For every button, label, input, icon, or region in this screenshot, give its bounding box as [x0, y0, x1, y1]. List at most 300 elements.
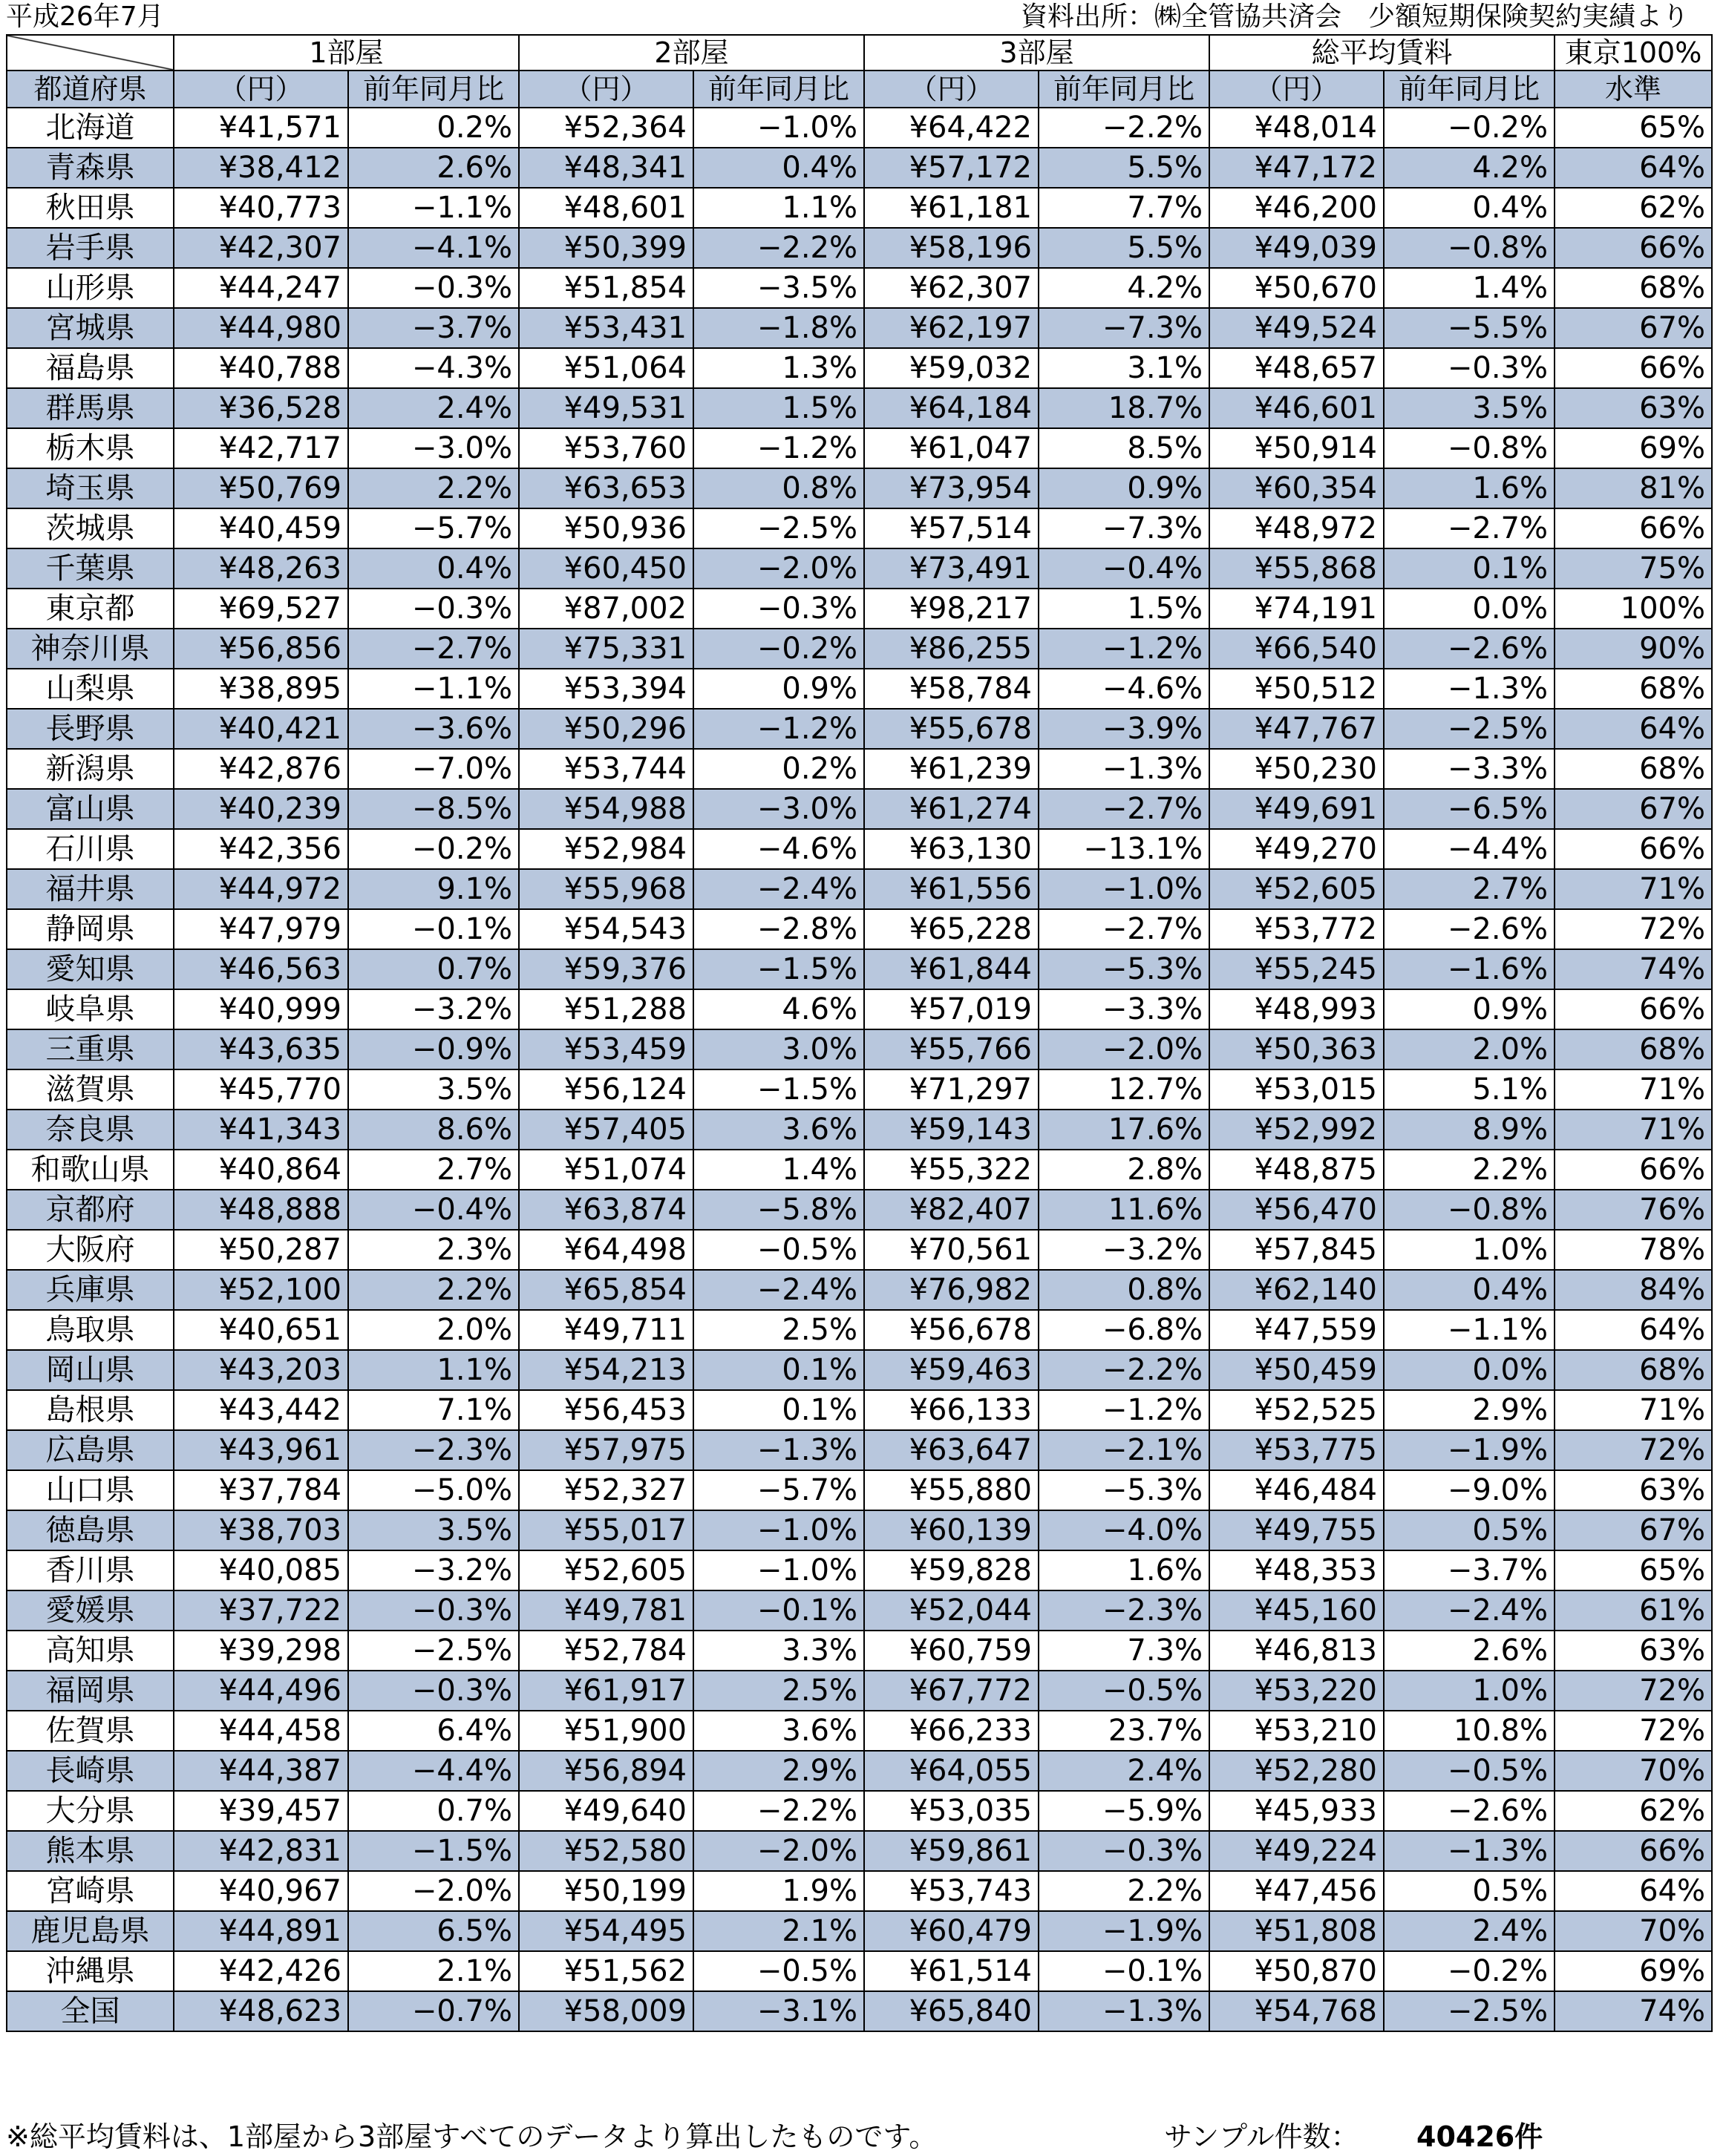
prefecture-cell: 東京都: [7, 589, 174, 629]
yoy-3room-cell: 11.6%: [1039, 1190, 1209, 1230]
yoy-2room-cell: −0.3%: [693, 589, 864, 629]
rent-3room-cell: ¥57,514: [864, 508, 1039, 548]
rent-2room-cell: ¥60,450: [519, 548, 693, 589]
header-yen-1: （円）: [174, 71, 348, 108]
rent-2room-cell: ¥54,543: [519, 909, 693, 949]
prefecture-cell: 神奈川県: [7, 629, 174, 669]
yoy-average-cell: 3.5%: [1384, 388, 1555, 428]
rent-2room-cell: ¥52,784: [519, 1631, 693, 1671]
yoy-1room-cell: 2.2%: [348, 1270, 519, 1310]
table-row: [7, 789, 1712, 829]
rent-1room-cell: ¥39,457: [174, 1791, 348, 1831]
rent-1room-cell: ¥37,784: [174, 1470, 348, 1510]
tokyo-level-cell: 74%: [1555, 949, 1712, 989]
rent-2room-cell: ¥56,453: [519, 1390, 693, 1430]
rent-average-cell: ¥53,220: [1209, 1671, 1384, 1711]
yoy-average-cell: −2.5%: [1384, 1991, 1555, 2031]
group-header-average: 総平均賃料: [1209, 35, 1555, 71]
rent-2room-cell: ¥53,760: [519, 428, 693, 468]
yoy-average-cell: −6.5%: [1384, 789, 1555, 829]
prefecture-cell: 香川県: [7, 1550, 174, 1590]
rent-average-cell: ¥47,767: [1209, 709, 1384, 749]
rent-1room-cell: ¥52,100: [174, 1270, 348, 1310]
header-yoy-avg: 前年同月比: [1384, 71, 1555, 108]
rent-average-cell: ¥52,525: [1209, 1390, 1384, 1430]
rent-1room-cell: ¥42,717: [174, 428, 348, 468]
yoy-3room-cell: −0.3%: [1039, 1831, 1209, 1871]
yoy-2room-cell: −0.5%: [693, 1230, 864, 1270]
yoy-1room-cell: −0.2%: [348, 829, 519, 869]
rent-2room-cell: ¥48,601: [519, 188, 693, 228]
tokyo-level-cell: 90%: [1555, 629, 1712, 669]
prefecture-cell: 鹿児島県: [7, 1911, 174, 1951]
yoy-2room-cell: 0.2%: [693, 749, 864, 789]
rent-average-cell: ¥53,015: [1209, 1069, 1384, 1110]
yoy-average-cell: −2.5%: [1384, 709, 1555, 749]
rent-1room-cell: ¥42,831: [174, 1831, 348, 1871]
rent-average-cell: ¥50,459: [1209, 1350, 1384, 1390]
yoy-average-cell: −0.2%: [1384, 108, 1555, 148]
rent-average-cell: ¥55,245: [1209, 949, 1384, 989]
rent-average-cell: ¥47,456: [1209, 1871, 1384, 1911]
yoy-1room-cell: −4.4%: [348, 1751, 519, 1791]
yoy-3room-cell: −2.7%: [1039, 789, 1209, 829]
table-row: [7, 1190, 1712, 1230]
rent-average-cell: ¥45,160: [1209, 1590, 1384, 1631]
yoy-3room-cell: −1.0%: [1039, 869, 1209, 909]
yoy-2room-cell: −1.3%: [693, 1430, 864, 1470]
header-yen-3: （円）: [864, 71, 1039, 108]
rent-1room-cell: ¥48,263: [174, 548, 348, 589]
yoy-1room-cell: −2.7%: [348, 629, 519, 669]
yoy-average-cell: −1.3%: [1384, 669, 1555, 709]
rent-3room-cell: ¥62,307: [864, 268, 1039, 308]
table-row: [7, 1550, 1712, 1590]
yoy-1room-cell: 3.5%: [348, 1510, 519, 1550]
yoy-1room-cell: −1.1%: [348, 188, 519, 228]
prefecture-cell: 岡山県: [7, 1350, 174, 1390]
tokyo-level-cell: 66%: [1555, 1150, 1712, 1190]
yoy-average-cell: 2.9%: [1384, 1390, 1555, 1430]
yoy-1room-cell: −0.7%: [348, 1991, 519, 2031]
rent-average-cell: ¥46,484: [1209, 1470, 1384, 1510]
rent-average-cell: ¥66,540: [1209, 629, 1384, 669]
prefecture-cell: 鳥取県: [7, 1310, 174, 1350]
yoy-3room-cell: −1.2%: [1039, 629, 1209, 669]
rent-average-cell: ¥47,559: [1209, 1310, 1384, 1350]
prefecture-cell: 埼玉県: [7, 468, 174, 508]
rent-2room-cell: ¥51,854: [519, 268, 693, 308]
rent-1room-cell: ¥46,563: [174, 949, 348, 989]
yoy-2room-cell: 2.9%: [693, 1751, 864, 1791]
rent-1room-cell: ¥50,287: [174, 1230, 348, 1270]
prefecture-cell: 佐賀県: [7, 1711, 174, 1751]
table-row: [7, 1711, 1712, 1751]
rent-2room-cell: ¥63,874: [519, 1190, 693, 1230]
prefecture-cell: 愛媛県: [7, 1590, 174, 1631]
rent-1room-cell: ¥40,999: [174, 989, 348, 1029]
yoy-3room-cell: −0.1%: [1039, 1951, 1209, 1991]
rent-2room-cell: ¥65,854: [519, 1270, 693, 1310]
rent-2room-cell: ¥63,653: [519, 468, 693, 508]
corner-cell: [7, 35, 174, 71]
table-row: [7, 1350, 1712, 1390]
prefecture-cell: 沖縄県: [7, 1951, 174, 1991]
yoy-2room-cell: 3.6%: [693, 1711, 864, 1751]
yoy-1room-cell: −0.3%: [348, 1590, 519, 1631]
rent-3room-cell: ¥53,743: [864, 1871, 1039, 1911]
tokyo-level-cell: 68%: [1555, 268, 1712, 308]
rent-3room-cell: ¥70,561: [864, 1230, 1039, 1270]
rent-1room-cell: ¥41,343: [174, 1110, 348, 1150]
tokyo-level-cell: 66%: [1555, 348, 1712, 388]
header-row-units: [7, 71, 1712, 108]
tokyo-level-cell: 68%: [1555, 749, 1712, 789]
rent-3room-cell: ¥76,982: [864, 1270, 1039, 1310]
table-row: [7, 1671, 1712, 1711]
rent-3room-cell: ¥52,044: [864, 1590, 1039, 1631]
rent-2room-cell: ¥57,405: [519, 1110, 693, 1150]
table-row: [7, 1390, 1712, 1430]
group-header-tokyo: 東京100%: [1555, 35, 1712, 71]
rent-3room-cell: ¥58,196: [864, 228, 1039, 268]
yoy-3room-cell: −2.1%: [1039, 1430, 1209, 1470]
yoy-average-cell: −0.3%: [1384, 348, 1555, 388]
tokyo-level-cell: 78%: [1555, 1230, 1712, 1270]
table-row: [7, 1951, 1712, 1991]
rent-average-cell: ¥50,670: [1209, 268, 1384, 308]
rent-3room-cell: ¥61,181: [864, 188, 1039, 228]
table-row: [7, 268, 1712, 308]
prefecture-cell: 徳島県: [7, 1510, 174, 1550]
rent-1room-cell: ¥39,298: [174, 1631, 348, 1671]
rent-average-cell: ¥56,470: [1209, 1190, 1384, 1230]
yoy-2room-cell: 0.4%: [693, 148, 864, 188]
yoy-1room-cell: −4.3%: [348, 348, 519, 388]
yoy-3room-cell: −3.9%: [1039, 709, 1209, 749]
rent-3room-cell: ¥63,130: [864, 829, 1039, 869]
tokyo-level-cell: 63%: [1555, 1631, 1712, 1671]
rent-1room-cell: ¥36,528: [174, 388, 348, 428]
rent-2room-cell: ¥50,199: [519, 1871, 693, 1911]
prefecture-cell: 青森県: [7, 148, 174, 188]
table-row: [7, 468, 1712, 508]
table-row: [7, 1791, 1712, 1831]
rent-3room-cell: ¥60,139: [864, 1510, 1039, 1550]
rent-average-cell: ¥52,992: [1209, 1110, 1384, 1150]
table-row: [7, 1029, 1712, 1069]
rent-1room-cell: ¥40,085: [174, 1550, 348, 1590]
prefecture-cell: 千葉県: [7, 548, 174, 589]
rent-2room-cell: ¥54,495: [519, 1911, 693, 1951]
rent-average-cell: ¥50,870: [1209, 1951, 1384, 1991]
tokyo-level-cell: 65%: [1555, 1550, 1712, 1590]
yoy-2room-cell: −0.1%: [693, 1590, 864, 1631]
prefecture-cell: 栃木県: [7, 428, 174, 468]
rent-1room-cell: ¥48,623: [174, 1991, 348, 2031]
rent-average-cell: ¥49,224: [1209, 1831, 1384, 1871]
prefecture-cell: 山梨県: [7, 669, 174, 709]
table-row: [7, 108, 1712, 148]
prefecture-cell: 三重県: [7, 1029, 174, 1069]
rent-average-cell: ¥53,772: [1209, 909, 1384, 949]
tokyo-level-cell: 69%: [1555, 428, 1712, 468]
table-row: [7, 869, 1712, 909]
yoy-3room-cell: 2.4%: [1039, 1751, 1209, 1791]
rent-2room-cell: ¥52,580: [519, 1831, 693, 1871]
rent-3room-cell: ¥66,233: [864, 1711, 1039, 1751]
rent-average-cell: ¥48,972: [1209, 508, 1384, 548]
rent-1room-cell: ¥42,356: [174, 829, 348, 869]
yoy-3room-cell: 17.6%: [1039, 1110, 1209, 1150]
yoy-1room-cell: 0.2%: [348, 108, 519, 148]
table-row: [7, 1510, 1712, 1550]
yoy-2room-cell: −1.5%: [693, 1069, 864, 1110]
prefecture-cell: 群馬県: [7, 388, 174, 428]
rent-average-cell: ¥57,845: [1209, 1230, 1384, 1270]
rent-3room-cell: ¥64,055: [864, 1751, 1039, 1791]
yoy-average-cell: −1.6%: [1384, 949, 1555, 989]
prefecture-cell: 愛知県: [7, 949, 174, 989]
yoy-1room-cell: −3.6%: [348, 709, 519, 749]
prefecture-cell: 島根県: [7, 1390, 174, 1430]
rent-1room-cell: ¥43,635: [174, 1029, 348, 1069]
rent-1room-cell: ¥38,412: [174, 148, 348, 188]
rent-average-cell: ¥52,605: [1209, 869, 1384, 909]
rent-1room-cell: ¥42,307: [174, 228, 348, 268]
prefecture-cell: 福島県: [7, 348, 174, 388]
rent-3room-cell: ¥61,274: [864, 789, 1039, 829]
yoy-2room-cell: 2.5%: [693, 1310, 864, 1350]
rent-3room-cell: ¥64,184: [864, 388, 1039, 428]
rent-3room-cell: ¥55,678: [864, 709, 1039, 749]
rent-2room-cell: ¥50,399: [519, 228, 693, 268]
rent-1room-cell: ¥44,891: [174, 1911, 348, 1951]
table-row: [7, 1871, 1712, 1911]
rent-3room-cell: ¥53,035: [864, 1791, 1039, 1831]
rent-1room-cell: ¥40,864: [174, 1150, 348, 1190]
yoy-1room-cell: 0.7%: [348, 1791, 519, 1831]
rent-3room-cell: ¥59,828: [864, 1550, 1039, 1590]
rent-1room-cell: ¥40,421: [174, 709, 348, 749]
rent-2room-cell: ¥57,975: [519, 1430, 693, 1470]
table-row: [7, 1751, 1712, 1791]
rent-3room-cell: ¥65,228: [864, 909, 1039, 949]
tokyo-level-cell: 76%: [1555, 1190, 1712, 1230]
yoy-2room-cell: −2.5%: [693, 508, 864, 548]
yoy-average-cell: 0.4%: [1384, 1270, 1555, 1310]
yoy-1room-cell: −4.1%: [348, 228, 519, 268]
prefecture-cell: 大阪府: [7, 1230, 174, 1270]
prefecture-cell: 山口県: [7, 1470, 174, 1510]
rent-1room-cell: ¥44,247: [174, 268, 348, 308]
rent-1room-cell: ¥44,458: [174, 1711, 348, 1751]
rent-3room-cell: ¥58,784: [864, 669, 1039, 709]
rent-3room-cell: ¥56,678: [864, 1310, 1039, 1350]
rent-2room-cell: ¥49,640: [519, 1791, 693, 1831]
table-row: [7, 989, 1712, 1029]
sample-label: サンプル件数：: [1164, 2120, 1359, 2153]
rent-1room-cell: ¥42,876: [174, 749, 348, 789]
yoy-average-cell: −1.1%: [1384, 1310, 1555, 1350]
rent-1room-cell: ¥50,769: [174, 468, 348, 508]
table-body: [7, 108, 1712, 2031]
table-row: [7, 1831, 1712, 1871]
rent-3room-cell: ¥64,422: [864, 108, 1039, 148]
yoy-3room-cell: 3.1%: [1039, 348, 1209, 388]
yoy-1room-cell: 2.2%: [348, 468, 519, 508]
prefecture-cell: 岩手県: [7, 228, 174, 268]
yoy-average-cell: −2.4%: [1384, 1590, 1555, 1631]
yoy-2room-cell: −2.2%: [693, 228, 864, 268]
table-row: [7, 1110, 1712, 1150]
yoy-3room-cell: 23.7%: [1039, 1711, 1209, 1751]
yoy-3room-cell: −3.3%: [1039, 989, 1209, 1029]
yoy-3room-cell: −7.3%: [1039, 308, 1209, 348]
tokyo-level-cell: 66%: [1555, 508, 1712, 548]
yoy-1room-cell: 2.4%: [348, 388, 519, 428]
header-yen-avg: （円）: [1209, 71, 1384, 108]
yoy-3room-cell: 1.6%: [1039, 1550, 1209, 1590]
table-row: [7, 709, 1712, 749]
prefecture-cell: 大分県: [7, 1791, 174, 1831]
yoy-average-cell: 0.5%: [1384, 1871, 1555, 1911]
tokyo-level-cell: 74%: [1555, 1991, 1712, 2031]
rent-2room-cell: ¥49,781: [519, 1590, 693, 1631]
rent-1room-cell: ¥43,442: [174, 1390, 348, 1430]
yoy-average-cell: 0.5%: [1384, 1510, 1555, 1550]
yoy-2room-cell: −5.7%: [693, 1470, 864, 1510]
rent-3room-cell: ¥61,239: [864, 749, 1039, 789]
tokyo-level-cell: 68%: [1555, 1350, 1712, 1390]
yoy-1room-cell: −0.3%: [348, 1671, 519, 1711]
yoy-3room-cell: −2.0%: [1039, 1029, 1209, 1069]
rent-1room-cell: ¥38,703: [174, 1510, 348, 1550]
tokyo-level-cell: 71%: [1555, 869, 1712, 909]
yoy-1room-cell: −2.0%: [348, 1871, 519, 1911]
yoy-1room-cell: −5.0%: [348, 1470, 519, 1510]
rent-3room-cell: ¥55,880: [864, 1470, 1039, 1510]
prefecture-cell: 兵庫県: [7, 1270, 174, 1310]
yoy-3room-cell: −1.9%: [1039, 1911, 1209, 1951]
yoy-average-cell: 0.4%: [1384, 188, 1555, 228]
yoy-1room-cell: −0.9%: [348, 1029, 519, 1069]
yoy-1room-cell: −3.7%: [348, 308, 519, 348]
table-row: [7, 1631, 1712, 1671]
yoy-3room-cell: −2.2%: [1039, 108, 1209, 148]
yoy-1room-cell: 6.5%: [348, 1911, 519, 1951]
rent-2room-cell: ¥53,431: [519, 308, 693, 348]
tokyo-level-cell: 61%: [1555, 1590, 1712, 1631]
tokyo-level-cell: 70%: [1555, 1911, 1712, 1951]
prefecture-cell: 長野県: [7, 709, 174, 749]
yoy-average-cell: 2.4%: [1384, 1911, 1555, 1951]
rent-2room-cell: ¥52,327: [519, 1470, 693, 1510]
group-header-2room: 2部屋: [519, 35, 864, 71]
yoy-3room-cell: −7.3%: [1039, 508, 1209, 548]
prefecture-cell: 福岡県: [7, 1671, 174, 1711]
yoy-2room-cell: −2.0%: [693, 1831, 864, 1871]
prefecture-cell: 奈良県: [7, 1110, 174, 1150]
header-yoy-2: 前年同月比: [693, 71, 864, 108]
tokyo-level-cell: 67%: [1555, 1510, 1712, 1550]
yoy-2room-cell: −1.0%: [693, 108, 864, 148]
table-row: [7, 1310, 1712, 1350]
yoy-2room-cell: −4.6%: [693, 829, 864, 869]
prefecture-cell: 福井県: [7, 869, 174, 909]
rent-1room-cell: ¥40,773: [174, 188, 348, 228]
tokyo-level-cell: 71%: [1555, 1390, 1712, 1430]
yoy-1room-cell: −2.5%: [348, 1631, 519, 1671]
tokyo-level-cell: 66%: [1555, 829, 1712, 869]
table-row: [7, 669, 1712, 709]
table-row: [7, 949, 1712, 989]
yoy-3room-cell: 2.8%: [1039, 1150, 1209, 1190]
table-row: [7, 228, 1712, 268]
yoy-1room-cell: −2.3%: [348, 1430, 519, 1470]
rent-3room-cell: ¥66,133: [864, 1390, 1039, 1430]
tokyo-level-cell: 72%: [1555, 1430, 1712, 1470]
prefecture-cell: 和歌山県: [7, 1150, 174, 1190]
tokyo-level-cell: 81%: [1555, 468, 1712, 508]
table-row: [7, 188, 1712, 228]
tokyo-level-cell: 64%: [1555, 148, 1712, 188]
rent-3room-cell: ¥60,479: [864, 1911, 1039, 1951]
yoy-average-cell: 1.0%: [1384, 1230, 1555, 1270]
yoy-1room-cell: 9.1%: [348, 869, 519, 909]
prefecture-cell: 全国: [7, 1991, 174, 2031]
yoy-2room-cell: −1.0%: [693, 1510, 864, 1550]
prefecture-cell: 茨城県: [7, 508, 174, 548]
report-date: 平成26年7月: [6, 1, 164, 32]
rent-average-cell: ¥49,039: [1209, 228, 1384, 268]
yoy-average-cell: 0.9%: [1384, 989, 1555, 1029]
yoy-2room-cell: 4.6%: [693, 989, 864, 1029]
yoy-1room-cell: 2.3%: [348, 1230, 519, 1270]
prefecture-cell: 京都府: [7, 1190, 174, 1230]
yoy-1room-cell: −3.0%: [348, 428, 519, 468]
rent-1room-cell: ¥44,980: [174, 308, 348, 348]
rent-average-cell: ¥48,993: [1209, 989, 1384, 1029]
table-row: [7, 1991, 1712, 2031]
rent-average-cell: ¥60,354: [1209, 468, 1384, 508]
yoy-2room-cell: 0.1%: [693, 1350, 864, 1390]
rent-1room-cell: ¥40,239: [174, 789, 348, 829]
yoy-3room-cell: −2.3%: [1039, 1590, 1209, 1631]
rent-3room-cell: ¥73,491: [864, 548, 1039, 589]
tokyo-level-cell: 75%: [1555, 548, 1712, 589]
rent-3room-cell: ¥61,844: [864, 949, 1039, 989]
yoy-2room-cell: 0.8%: [693, 468, 864, 508]
prefecture-cell: 広島県: [7, 1430, 174, 1470]
rent-3room-cell: ¥55,766: [864, 1029, 1039, 1069]
rent-2room-cell: ¥64,498: [519, 1230, 693, 1270]
rent-average-cell: ¥74,191: [1209, 589, 1384, 629]
prefecture-cell: 山形県: [7, 268, 174, 308]
yoy-1room-cell: −0.3%: [348, 589, 519, 629]
rent-average-cell: ¥53,775: [1209, 1430, 1384, 1470]
table-row: [7, 749, 1712, 789]
tokyo-level-cell: 67%: [1555, 789, 1712, 829]
rent-average-cell: ¥51,808: [1209, 1911, 1384, 1951]
yoy-1room-cell: 2.0%: [348, 1310, 519, 1350]
rent-1room-cell: ¥45,770: [174, 1069, 348, 1110]
rent-1room-cell: ¥40,967: [174, 1871, 348, 1911]
header-prefecture: 都道府県: [7, 71, 174, 108]
tokyo-level-cell: 62%: [1555, 188, 1712, 228]
rent-2room-cell: ¥51,064: [519, 348, 693, 388]
yoy-1room-cell: 0.4%: [348, 548, 519, 589]
